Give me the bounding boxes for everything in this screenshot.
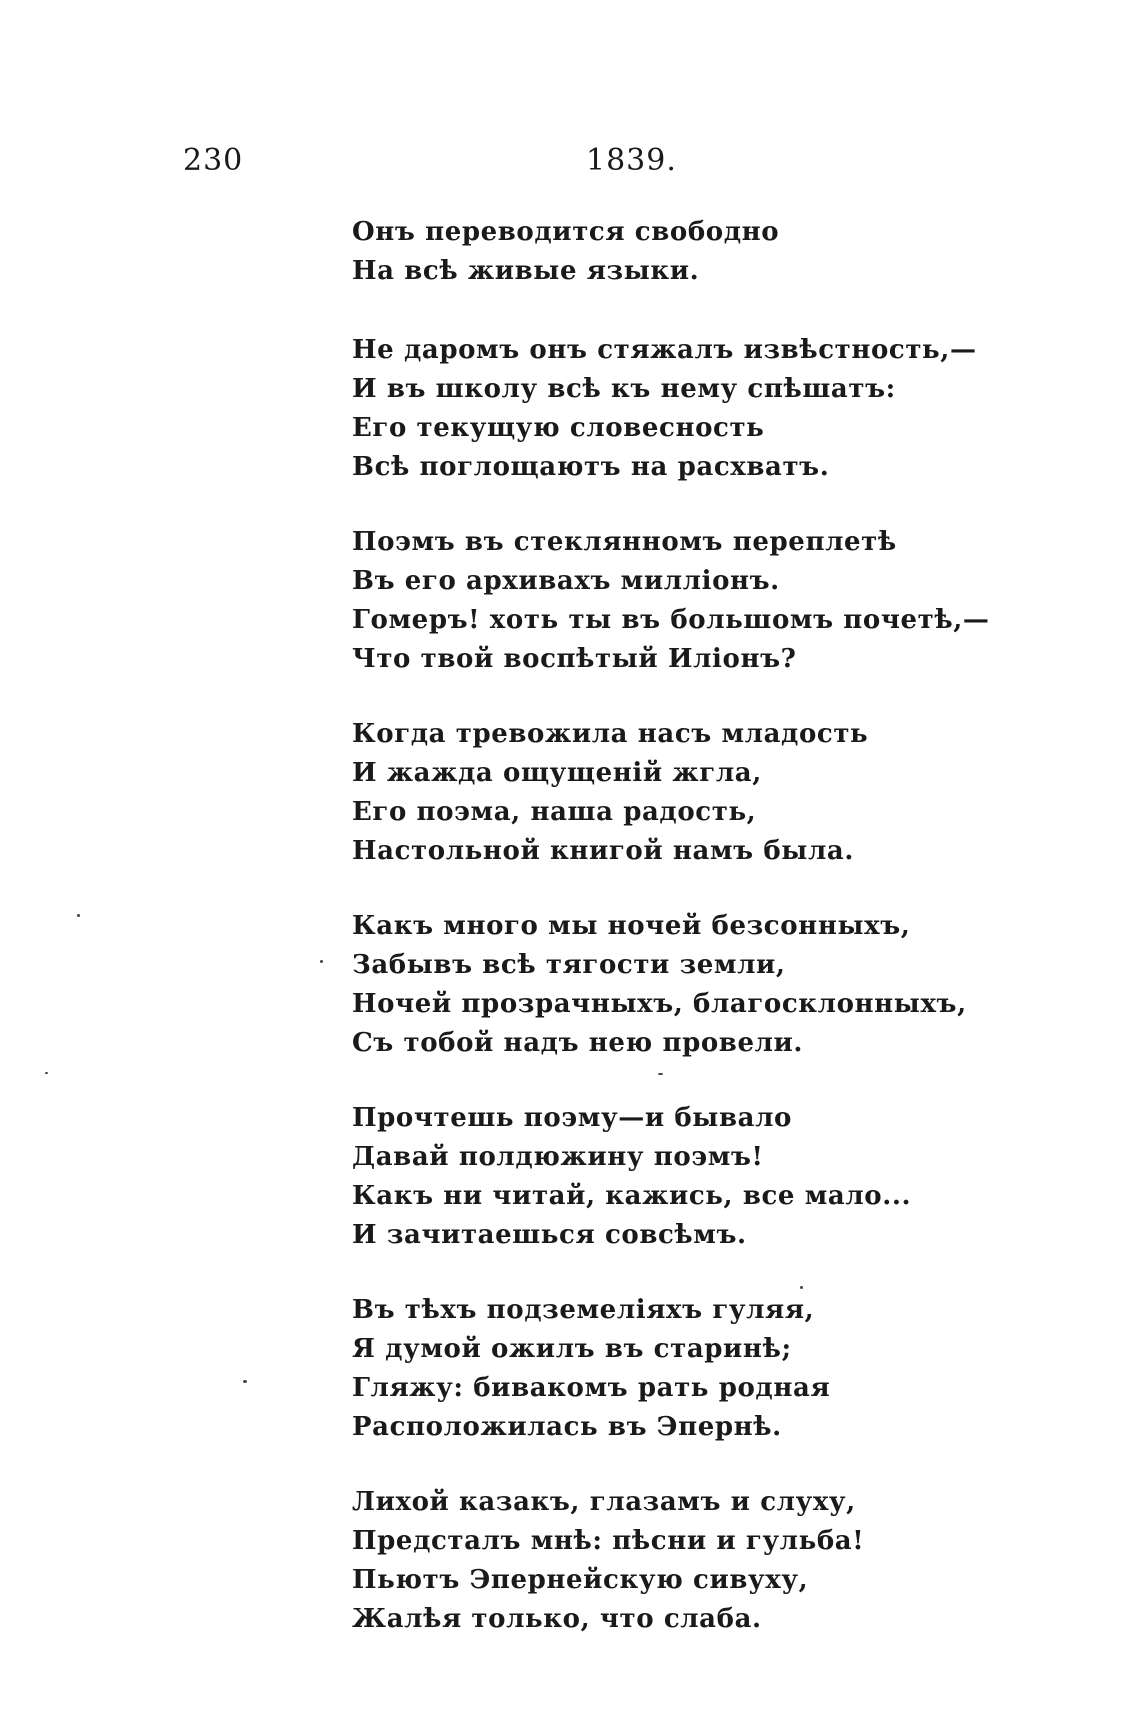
poem-line: Гляжу: бивакомъ рать родная <box>352 1373 831 1403</box>
scan-speck <box>800 1286 803 1289</box>
running-header-year: 1839. <box>586 143 677 178</box>
poem-line: Ночей прозрачныхъ, благосклонныхъ, <box>352 989 967 1019</box>
poem-line: Жалѣя только, что слаба. <box>352 1604 762 1634</box>
poem-line: Настольной книгой намъ была. <box>352 836 854 866</box>
poem-line: Какъ много мы ночей безсонныхъ, <box>352 911 911 941</box>
poem-line: Не даромъ онъ стяжалъ извѣстность,— <box>352 335 977 365</box>
poem-line: Что твой воспѣтый Иліонъ? <box>352 644 797 674</box>
poem-text <box>352 213 990 1675</box>
poem-line: Расположилась въ Эпернѣ. <box>352 1412 782 1442</box>
poem-line: И въ школу всѣ къ нему спѣшатъ: <box>352 374 896 404</box>
poem-line: И зачитаешься совсѣмъ. <box>352 1220 747 1250</box>
poem-line: Его поэма, наша радость, <box>352 797 757 827</box>
poem-line: Онъ переводится свободно <box>352 217 780 247</box>
scan-speck <box>658 1073 663 1075</box>
poem-line: Лихой казакъ, глазамъ и слуху, <box>352 1487 856 1517</box>
stanza <box>352 213 972 331</box>
poem-line: Съ тобой надъ нею провели. <box>352 1028 804 1058</box>
stanza <box>352 715 972 907</box>
poem-line: Когда тревожила насъ младость <box>352 719 869 749</box>
stanza <box>352 907 972 1099</box>
poem-line: Гомеръ! хоть ты въ большомъ почетѣ,— <box>352 605 990 635</box>
stanza <box>352 331 977 523</box>
poem-line: Предсталъ мнѣ: пѣсни и гульба! <box>352 1526 865 1556</box>
poem-line: И жажда ощущеній жгла, <box>352 758 762 788</box>
poem-line: Пьютъ Эпернейскую сивуху, <box>352 1565 809 1595</box>
scan-speck <box>45 1072 48 1074</box>
poem-line: Какъ ни читай, кажись, все мало... <box>352 1181 912 1211</box>
page-number: 230 <box>183 143 244 178</box>
poem-line: Въ его архивахъ милліонъ. <box>352 566 780 596</box>
poem-line: Всѣ поглощаютъ на расхватъ. <box>352 452 830 482</box>
scan-speck <box>320 960 323 963</box>
stanza <box>352 523 990 715</box>
poem-line: Я думой ожилъ въ старинѣ; <box>352 1334 792 1364</box>
poem-line: Въ тѣхъ подземеліяхъ гуляя, <box>352 1295 815 1325</box>
scan-speck <box>77 914 80 917</box>
poem-line: Прочтешь поэму—и бывало <box>352 1103 792 1133</box>
stanza <box>352 1483 972 1675</box>
poem-line: Поэмъ въ стеклянномъ переплетѣ <box>352 527 897 557</box>
poem-line: Его текущую словесность <box>352 413 765 443</box>
stanza <box>352 1291 972 1483</box>
scan-speck <box>243 1380 247 1383</box>
stanza <box>352 1099 972 1291</box>
poem-line: На всѣ живые языки. <box>352 256 700 286</box>
poem-line: Забывъ всѣ тягости земли, <box>352 950 786 980</box>
poem-line: Давай полдюжину поэмъ! <box>352 1142 764 1172</box>
